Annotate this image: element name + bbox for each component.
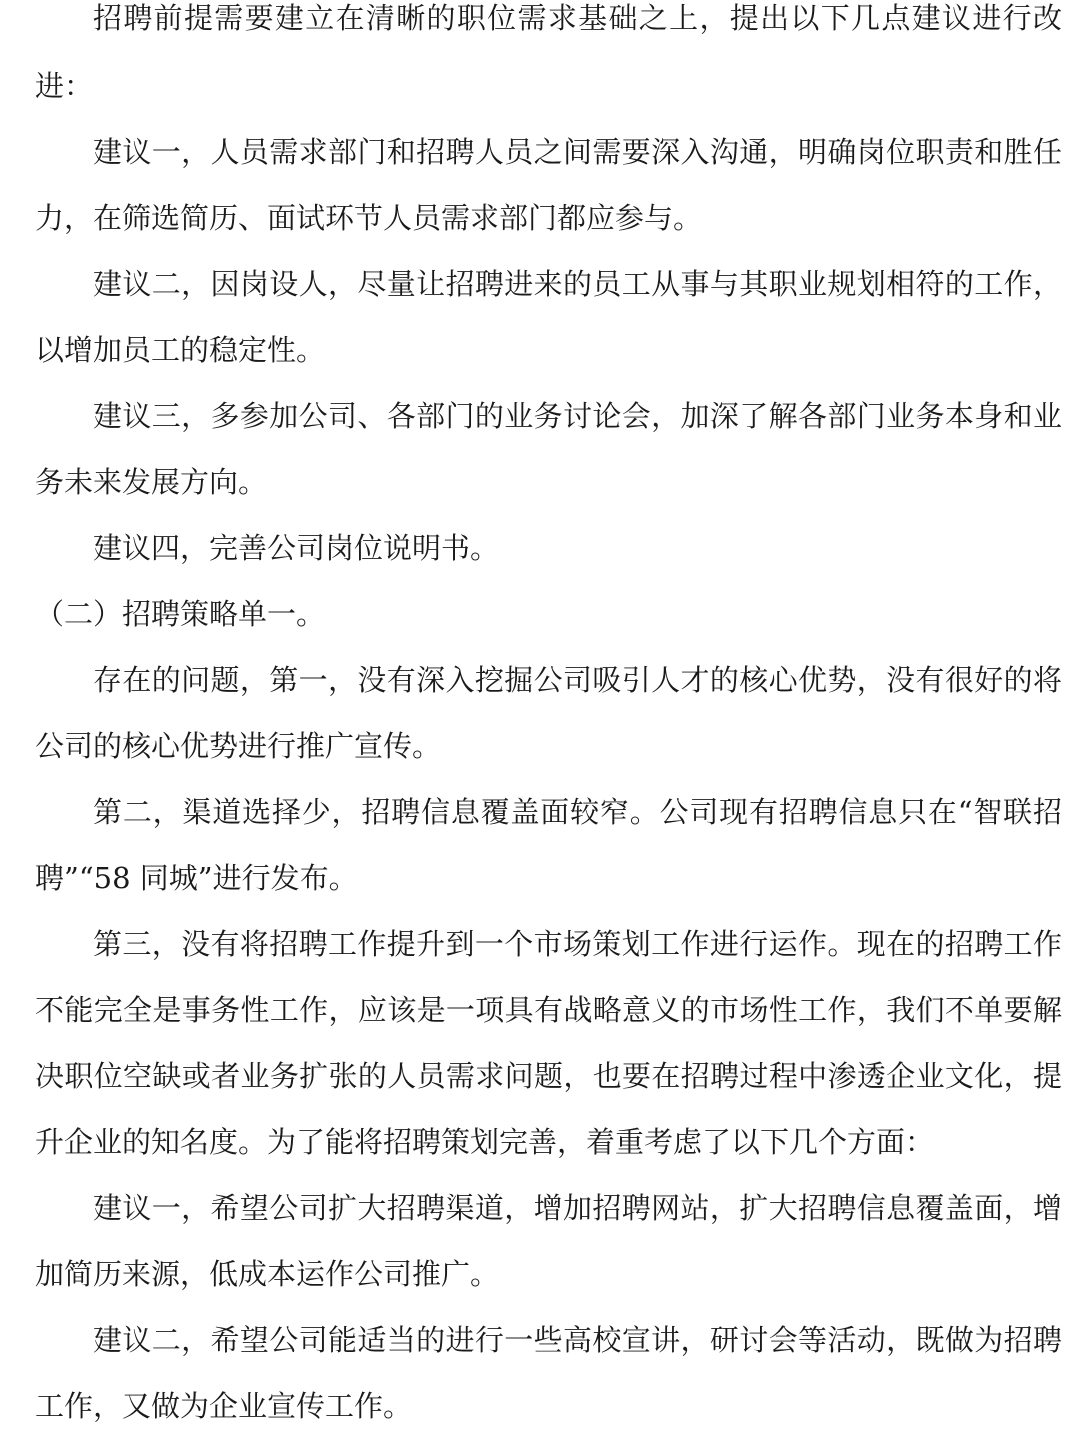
- text-line: 工作，又做为企业宣传工作。: [35, 1389, 413, 1423]
- text-line: 聘”“58 同城”进行发布。: [35, 861, 358, 895]
- text-line: 建议三，多参加公司、各部门的业务讨论会，加深了解各部门业务本身和业: [93, 399, 1062, 433]
- text-line: 不能完全是事务性工作，应该是一项具有战略意义的市场性工作，我们不单要解: [35, 993, 1062, 1027]
- paragraph-line: [0, 396, 1080, 462]
- paragraph-line: [0, 330, 1080, 396]
- paragraph-line: [0, 1188, 1080, 1254]
- paragraph-line: [0, 1056, 1080, 1122]
- text-line: 决职位空缺或者业务扩张的人员需求问题，也要在招聘过程中渗透企业文化，提: [35, 1059, 1062, 1093]
- paragraph-line: [0, 1320, 1080, 1386]
- paragraph-line: [0, 858, 1080, 924]
- paragraph-line: [0, 1122, 1080, 1188]
- paragraph-line: [0, 462, 1080, 528]
- paragraph-line: [0, 1254, 1080, 1320]
- section-heading-text: （二）招聘策略单一。: [35, 597, 326, 631]
- text-line: 以增加员工的稳定性。: [35, 333, 326, 367]
- text-line: 建议二，因岗设人，尽量让招聘进来的员工从事与其职业规划相符的工作，: [93, 267, 1062, 301]
- paragraph-line: [0, 132, 1080, 198]
- text-line: 力，在筛选简历、面试环节人员需求部门都应参与。: [35, 201, 703, 235]
- text-line: 升企业的知名度。为了能将招聘策划完善，着重考虑了以下几个方面：: [35, 1125, 935, 1159]
- text-line: 第三，没有将招聘工作提升到一个市场策划工作进行运作。现在的招聘工作: [93, 927, 1062, 961]
- paragraph-line: [0, 990, 1080, 1056]
- text-line: 建议二，希望公司能适当的进行一些高校宣讲，研讨会等活动，既做为招聘: [93, 1323, 1062, 1357]
- paragraph-line: [0, 726, 1080, 792]
- paragraph-line: [0, 264, 1080, 330]
- text-line: 加简历来源，低成本运作公司推广。: [35, 1257, 500, 1291]
- section-heading: [0, 594, 1080, 660]
- paragraph-line: [0, 528, 1080, 594]
- paragraph-line: [0, 1386, 1080, 1452]
- text-line: 务未来发展方向。: [35, 465, 268, 499]
- paragraph-line: [0, 792, 1080, 858]
- text-line: 建议一，人员需求部门和招聘人员之间需要深入沟通，明确岗位职责和胜任: [93, 135, 1062, 169]
- paragraph-line: [0, 198, 1080, 264]
- paragraph-line: [0, 660, 1080, 726]
- paragraph-line: [0, 66, 1080, 132]
- paragraph-line: [0, 0, 1080, 64]
- text-line: 进：: [35, 69, 94, 103]
- text-line: 第二，渠道选择少，招聘信息覆盖面较窄。公司现有招聘信息只在“智联招: [93, 795, 1062, 829]
- text-line: 建议一，希望公司扩大招聘渠道，增加招聘网站，扩大招聘信息覆盖面，增: [93, 1191, 1062, 1225]
- text-line: 招聘前提需要建立在清晰的职位需求基础之上，提出以下几点建议进行改: [93, 1, 1062, 35]
- text-line: 存在的问题，第一，没有深入挖掘公司吸引人才的核心优势，没有很好的将: [93, 663, 1062, 697]
- paragraph-line: [0, 924, 1080, 990]
- text-line: 建议四，完善公司岗位说明书。: [93, 531, 500, 565]
- text-line: 公司的核心优势进行推广宣传。: [35, 729, 442, 763]
